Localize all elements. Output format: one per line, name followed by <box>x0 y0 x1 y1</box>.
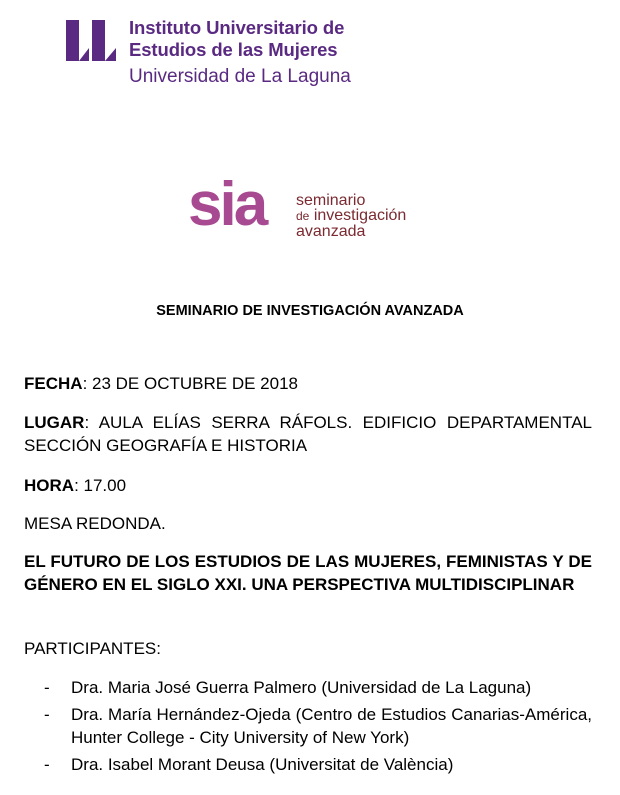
sia-line2-small: de <box>296 209 310 223</box>
sia-logo <box>188 170 428 248</box>
university-name: Universidad de La Laguna <box>129 66 351 87</box>
lugar-value: : AULA ELÍAS SERRA RÁFOLS. EDIFICIO DEPARTAMENTAL SECCIÓN GEOGRAFÍA E HISTORIA <box>24 413 592 455</box>
lugar-label: LUGAR <box>24 413 85 432</box>
tema-title: EL FUTURO DE LOS ESTUDIOS DE LAS MUJERES, FEMINISTAS Y DE GÉNERO EN EL SIGLO XXI. UNA PERSPECTIVA MULTIDISCIPLINAR <box>24 552 592 594</box>
lugar-row <box>24 411 592 457</box>
sia-line3: avanzada <box>296 223 366 240</box>
participants-list <box>44 676 592 780</box>
list-item <box>44 753 592 776</box>
list-item <box>44 676 592 699</box>
mesa-redonda: MESA REDONDA. <box>24 514 166 533</box>
fecha-label: FECHA <box>24 374 83 393</box>
sia-line1: seminario <box>296 192 366 209</box>
sia-acronym: sia <box>188 170 266 239</box>
list-dash: - <box>44 705 50 724</box>
institute-name-line2: Estudios de las Mujeres <box>129 39 338 60</box>
participant-name: Dra. María Hernández-Ojeda (Centro de Estudios Canarias-América, Hunter College - City University of New York) <box>71 705 592 747</box>
hora-label: HORA <box>24 476 75 495</box>
list-item <box>44 703 592 749</box>
hora-value: : 17.00 <box>74 476 127 495</box>
list-dash: - <box>44 678 50 697</box>
institute-logo-icon <box>64 19 120 63</box>
page-title: SEMINARIO DE INVESTIGACIÓN AVANZADA <box>156 303 464 319</box>
sia-line2-rest: investigación <box>313 207 407 224</box>
list-dash: - <box>44 755 50 774</box>
institute-name-line1: Instituto Universitario de <box>129 17 345 38</box>
institute-logo <box>64 16 384 90</box>
hora-row <box>24 474 592 497</box>
sia-line2 <box>296 208 406 224</box>
participantes-label: PARTICIPANTES: <box>24 639 161 658</box>
fecha-row <box>24 372 592 395</box>
participant-name: Dra. Isabel Morant Deusa (Universitat de València) <box>71 755 454 774</box>
fecha-value: : 23 DE OCTUBRE DE 2018 <box>82 374 298 393</box>
participant-name: Dra. Maria José Guerra Palmero (Universidad de La Laguna) <box>71 678 532 697</box>
